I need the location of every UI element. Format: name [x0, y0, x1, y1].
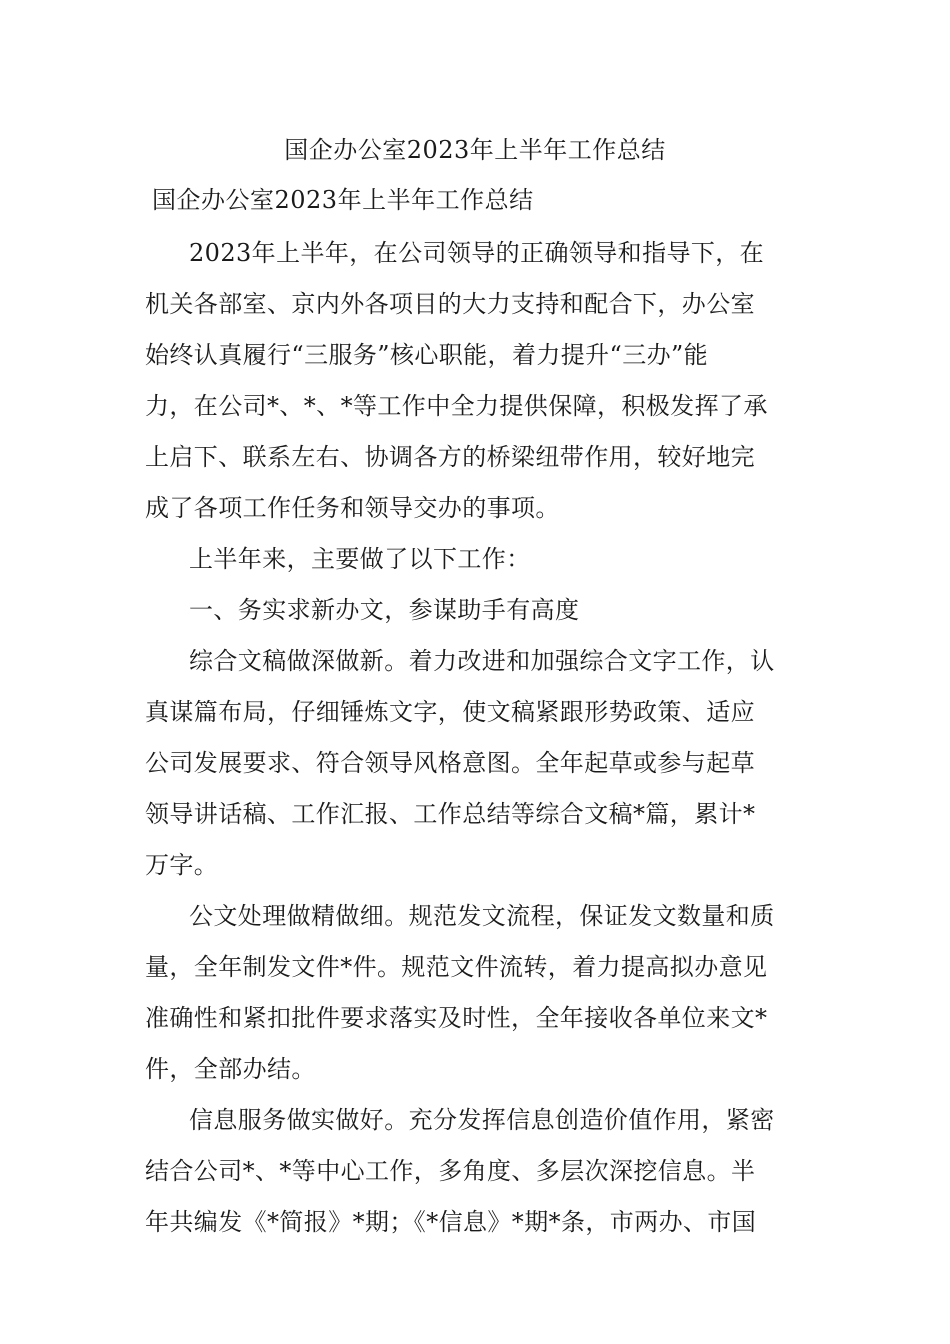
text-line: 准确性和紧扣批件要求落实及时性，全年接收各单位来文*: [145, 1004, 768, 1032]
text-line: 综合文稿做深做新。着力改进和加强综合文字工作，认: [189, 647, 775, 675]
text-line: 件，全部办结。: [145, 1055, 316, 1083]
document-body: [145, 228, 810, 1248]
text-line: 公文处理做精做细。规范发文流程，保证发文数量和质: [189, 902, 775, 930]
text-line: 量，全年制发文件*件。规范文件流转，着力提高拟办意见: [145, 953, 768, 981]
text-line: 真谋篇布局，仔细锤炼文字，使文稿紧跟形势政策、适应: [145, 698, 755, 726]
text-line: 力，在公司*、*、*等工作中全力提供保障，积极发挥了承: [145, 392, 768, 420]
text-line: 领导讲话稿、工作汇报、工作总结等综合文稿*篇，累计*: [145, 800, 756, 828]
text-line: 成了各项工作任务和领导交办的事项。: [145, 494, 560, 522]
text-line: 2023年上半年，在公司领导的正确领导和指导下，在: [189, 239, 765, 267]
text-line: 万字。: [145, 851, 219, 879]
text-line: 上半年来，主要做了以下工作：: [189, 545, 531, 573]
text-line: 年共编发《*简报》*期；《*信息》*期*条，市两办、市国: [145, 1208, 757, 1236]
document-subtitle: 国企办公室2023年上半年工作总结: [152, 186, 534, 214]
text-line: 信息服务做实做好。充分发挥信息创造价值作用，紧密: [189, 1106, 775, 1134]
text-line: 公司发展要求、符合领导风格意图。全年起草或参与起草: [145, 749, 755, 777]
document-title: 国企办公室2023年上半年工作总结: [284, 136, 666, 164]
text-line: 机关各部室、京内外各项目的大力支持和配合下，办公室: [145, 290, 755, 318]
text-line: 结合公司*、*等中心工作，多角度、多层次深挖信息。半: [145, 1157, 756, 1185]
text-line: 上启下、联系左右、协调各方的桥梁纽带作用，较好地完: [145, 443, 755, 471]
text-line: 始终认真履行“三服务”核心职能，着力提升“三办”能: [145, 341, 709, 369]
text-line: 一、务实求新办文，参谋助手有高度: [189, 596, 580, 624]
